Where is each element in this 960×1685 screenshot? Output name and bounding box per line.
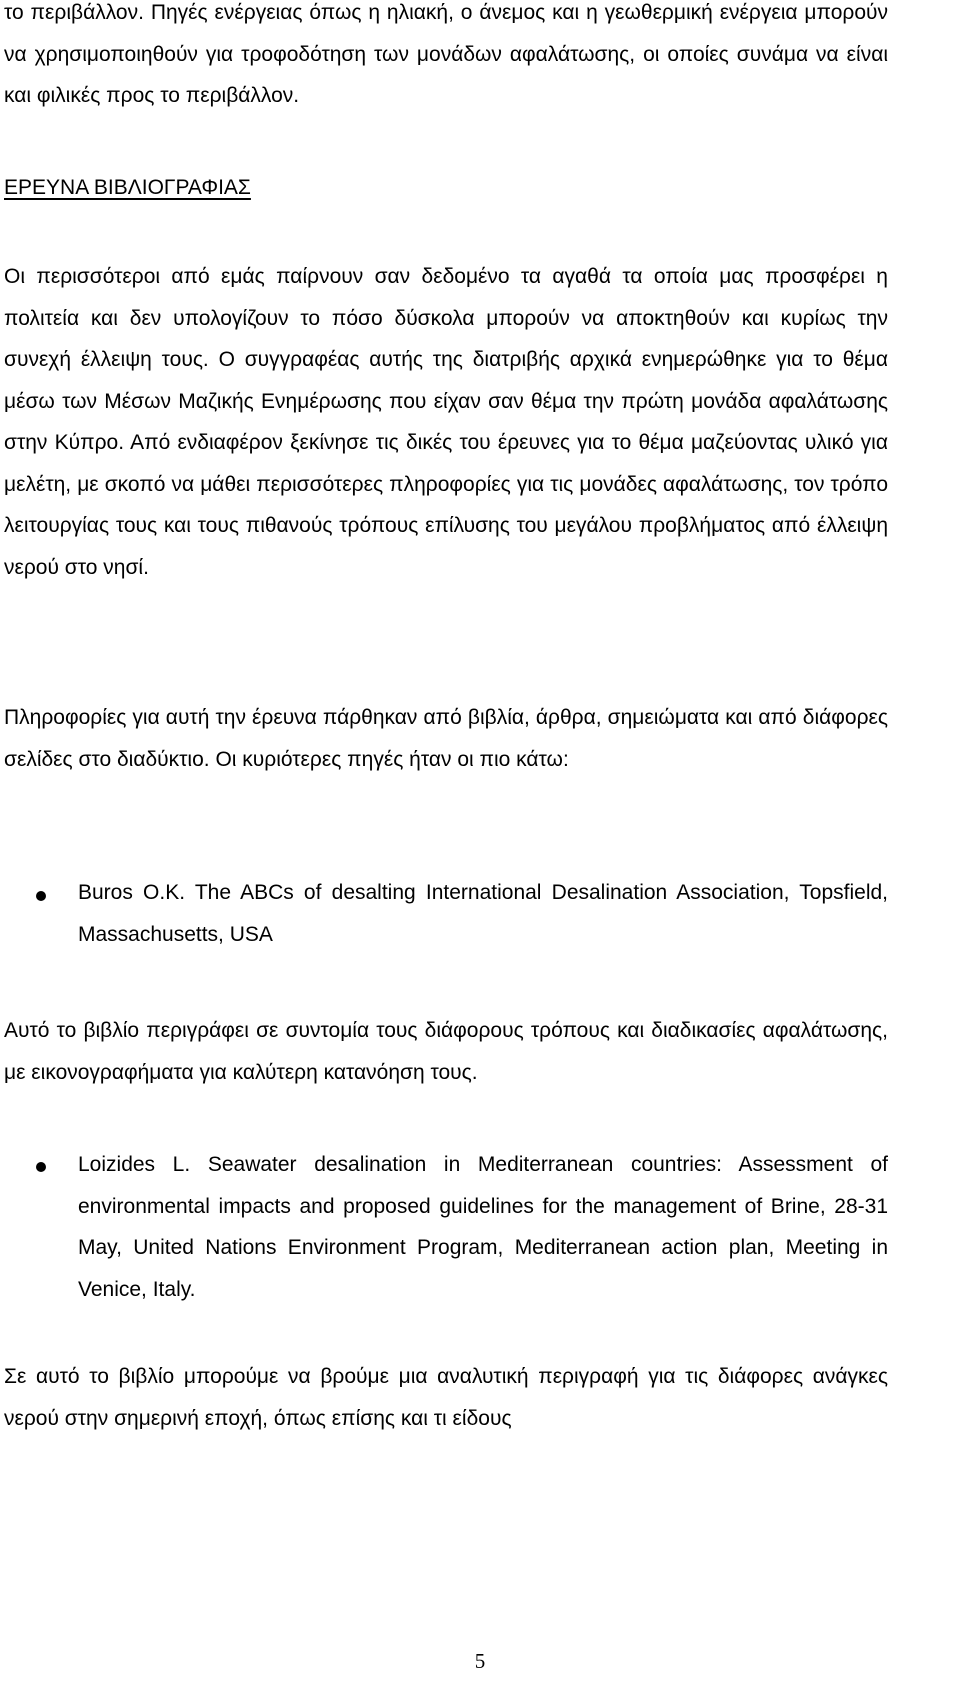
reference-citation-1: Buros O.K. The ABCs of desalting International Desalination Association, Topsfield, Massachusetts, USA bbox=[78, 881, 888, 946]
reference-description-1: Αυτό το βιβλίο περιγράφει σε συντομία τους διάφορους τρόπους και διαδικασίες αφαλάτωσης, με εικονογραφήματα για καλύτερη κατανόηση τους. bbox=[4, 1019, 888, 1084]
body-paragraph-2: Πληροφορίες για αυτή την έρευνα πάρθηκαν από βιβλία, άρθρα, σημειώματα και από διάφορες σελίδες στο διαδύκτιο. Οι κυριότερες πηγές ήταν οι πιο κάτω: bbox=[4, 706, 888, 771]
intro-paragraph: το περιβάλλον. Πηγές ενέργειας όπως η ηλιακή, ο άνεμος και η γεωθερμική ενέργεια μπορούν να χρησιμοποιηθούν για τροφοδότηση των μονάδων αφαλάτωσης, οι οποίες συνάμα να είναι και φιλικές προς το περιβάλλον. bbox=[4, 1, 888, 107]
section-heading: ΕΡΕΥΝΑ ΒΙΒΛΙΟΓΡΑΦΙΑΣ bbox=[4, 176, 251, 199]
page-number: 5 bbox=[474, 1649, 486, 1673]
bullet-icon bbox=[36, 891, 46, 901]
bullet-icon bbox=[36, 1162, 46, 1172]
body-paragraph-1: Οι περισσότεροι από εμάς παίρνουν σαν δεδομένο τα αγαθά τα οποία μας προσφέρει η πολιτεία και δεν υπολογίζουν το πόσο δύσκολα μπορούν να αποκτηθούν και κυρίως την συνεχή έλλειψη τους. Ο συγγραφέας αυτής της διατριβής αρχικά ενημερώθηκε για το θέμα μέσω των Μέσων Μαζικής Ενημέρωσης που είχαν σαν θέμα την πρώτη μονάδα αφαλάτωσης στην Κύπρο. Από ενδιαφέρον ξεκίνησε τις δικές του έρευνες για το θέμα μαζεύοντας υλικό για μελέτη, με σκοπό να μάθει περισσότερες πληροφορίες για τις μονάδες αφαλάτωσης, τον τρόπο λειτουργίας τους και τους πιθανούς τρόπους επίλυσης του μεγάλου προβλήματος από έλλειψη νερού στο νησί. bbox=[4, 265, 888, 579]
reference-citation-2: Loizides L. Seawater desalination in Mediterranean countries: Assessment of environmental impacts and proposed guidelines for the management of Brine, 28-31 May, United Nations Environment Program, Mediterranean action plan, Meeting in Venice, Italy. bbox=[78, 1153, 888, 1301]
reference-description-2: Σε αυτό το βιβλίο μπορούμε να βρούμε μια αναλυτική περιγραφή για τις διάφορες ανάγκες νερού στην σημερινή εποχή, όπως επίσης και τι είδους bbox=[4, 1365, 888, 1430]
